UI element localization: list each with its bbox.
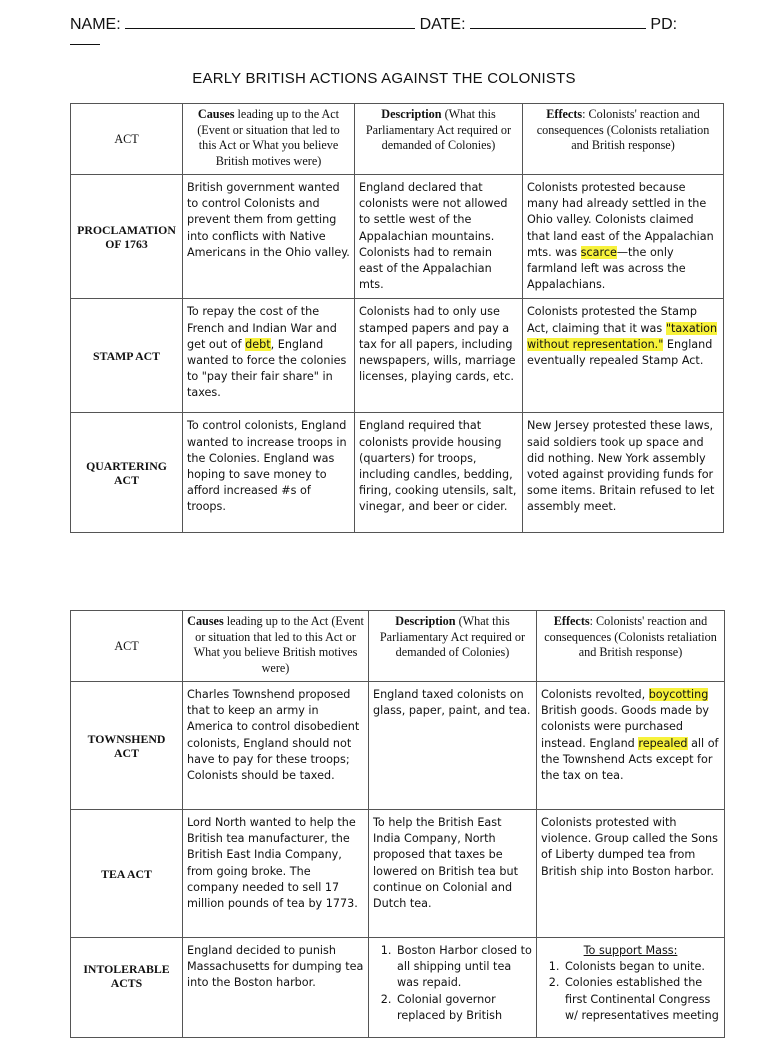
table-row [71, 810, 725, 938]
page-title: EARLY BRITISH ACTIONS AGAINST THE COLONISTS [192, 70, 576, 87]
effect-cell: Colonists protested with violence. Group called the Sons of Liberty dumped tea from British ship into Boston harbor. [537, 810, 725, 938]
name-blank[interactable] [125, 14, 415, 29]
act-name: PROCLAMATION OF 1763 [71, 175, 183, 299]
table-header-row [71, 104, 724, 175]
col-header-effects: Effects: Colonists' reaction and consequences (Colonists retaliation and British response) [523, 104, 724, 175]
effect-cell: Colonists revolted, boycotting British goods. Goods made by colonists were purchased instead. England repealed all of the Townshend Acts except for the tax on tea. [537, 682, 725, 810]
date-label: DATE: [419, 16, 466, 33]
list-item: 1. Colonists began to unite. [563, 959, 720, 975]
col-header-description: Description (What this Parliamentary Act required or demanded of Colonies) [369, 611, 537, 682]
cause-cell: England decided to punish Massachusetts for dumping tea into the Boston harbor. [183, 938, 369, 1038]
table-header-row [71, 611, 725, 682]
description-cell: To help the British East India Company, North proposed that taxes be lowered on British tea but continue on Colonial and Dutch tea. [369, 810, 537, 938]
list-item: 2. Colonial governor replaced by British [395, 992, 532, 1024]
cause-cell: Lord North wanted to help the British tea manufacturer, the British East India Company, from going broke. The company needed to sell 17 million pounds of tea by 1773. [183, 810, 369, 938]
highlight: scarce [580, 245, 617, 259]
cause-cell: Charles Townshend proposed that to keep an army in America to control disobedient colonists, England should not have to pay for these troops; Colonists should be taxed. [183, 682, 369, 810]
description-cell: England taxed colonists on glass, paper, paint, and tea. [369, 682, 537, 810]
col-header-effects: Effects: Colonists' reaction and consequences (Colonists retaliation and British response) [537, 611, 725, 682]
table-row [71, 175, 724, 299]
acts-table-2 [70, 610, 725, 1038]
act-name: QUARTERING ACT [71, 413, 183, 533]
description-cell [369, 938, 537, 1038]
table-row [71, 413, 724, 533]
effect-cell: Colonists protested the Stamp Act, claiming that it was "taxation without representation." England eventually repealed Stamp Act. [523, 299, 724, 413]
highlight: "taxation without representation." [527, 321, 718, 351]
act-name: INTOLERABLE ACTS [71, 938, 183, 1038]
name-label: NAME: [70, 16, 121, 33]
col-header-act: ACT [71, 104, 183, 175]
table-row [71, 682, 725, 810]
table-row [71, 938, 725, 1038]
effect-list [541, 959, 720, 1024]
table-row [71, 299, 724, 413]
effect-cell [537, 938, 725, 1038]
act-name: TOWNSHEND ACT [71, 682, 183, 810]
effect-heading: To support Mass: [583, 944, 678, 957]
list-item: 2. Colonies established the first Continental Congress w/ representatives meeting [563, 975, 720, 1024]
acts-table-1 [70, 103, 724, 533]
highlight: boycotting [648, 688, 709, 701]
effect-cell: New Jersey protested these laws, said soldiers took up space and did nothing. New York assembly voted against providing funds for some items. Britain refused to let assembly meet. [523, 413, 724, 533]
description-cell: Colonists had to only use stamped papers and pay a tax for all papers, including newspapers, wills, marriage licenses, playing cards, etc. [355, 299, 523, 413]
effect-cell: Colonists protested because many had already settled in the Ohio valley. Colonists claimed that land east of the Appalachian mts. was scarce—the only farmland left was across the Appalachians. [523, 175, 724, 299]
highlight: repealed [638, 736, 688, 750]
description-cell: England required that colonists provide housing (quarters) for troops, including candles, bedding, firing, cooking utensils, salt, vinegar, and beer or cider. [355, 413, 523, 533]
cause-cell: To repay the cost of the French and Indian War and get out of debt, England wanted to force the colonies to "pay their fair share" in taxes. [183, 299, 355, 413]
act-name: STAMP ACT [71, 299, 183, 413]
description-cell: England declared that colonists were not allowed to settle west of the Appalachian mountains. Colonists had to remain east of the Appalachian mts. [355, 175, 523, 299]
description-list [373, 943, 532, 1024]
date-blank[interactable] [470, 14, 646, 29]
cause-cell: To control colonists, England wanted to increase troops in the Colonies. England was hoping to save money to afford increased #s of troops. [183, 413, 355, 533]
list-item: 1. Boston Harbor closed to all shipping until tea was repaid. [395, 943, 532, 992]
col-header-description: Description (What this Parliamentary Act required or demanded of Colonies) [355, 104, 523, 175]
act-name: TEA ACT [71, 810, 183, 938]
student-info-line [70, 14, 710, 35]
cause-cell: British government wanted to control Colonists and prevent them from getting into conflicts with Native Americans in the Ohio valley. [183, 175, 355, 299]
col-header-causes: Causes leading up to the Act (Event or situation that led to this Act or What you believe British motives were) [183, 611, 369, 682]
col-header-causes: Causes leading up to the Act (Event or situation that led to this Act or What you believe British motives were) [183, 104, 355, 175]
col-header-act: ACT [71, 611, 183, 682]
pd-blank[interactable] [70, 44, 100, 45]
highlight: debt [245, 337, 271, 351]
pd-label: PD: [650, 16, 678, 33]
